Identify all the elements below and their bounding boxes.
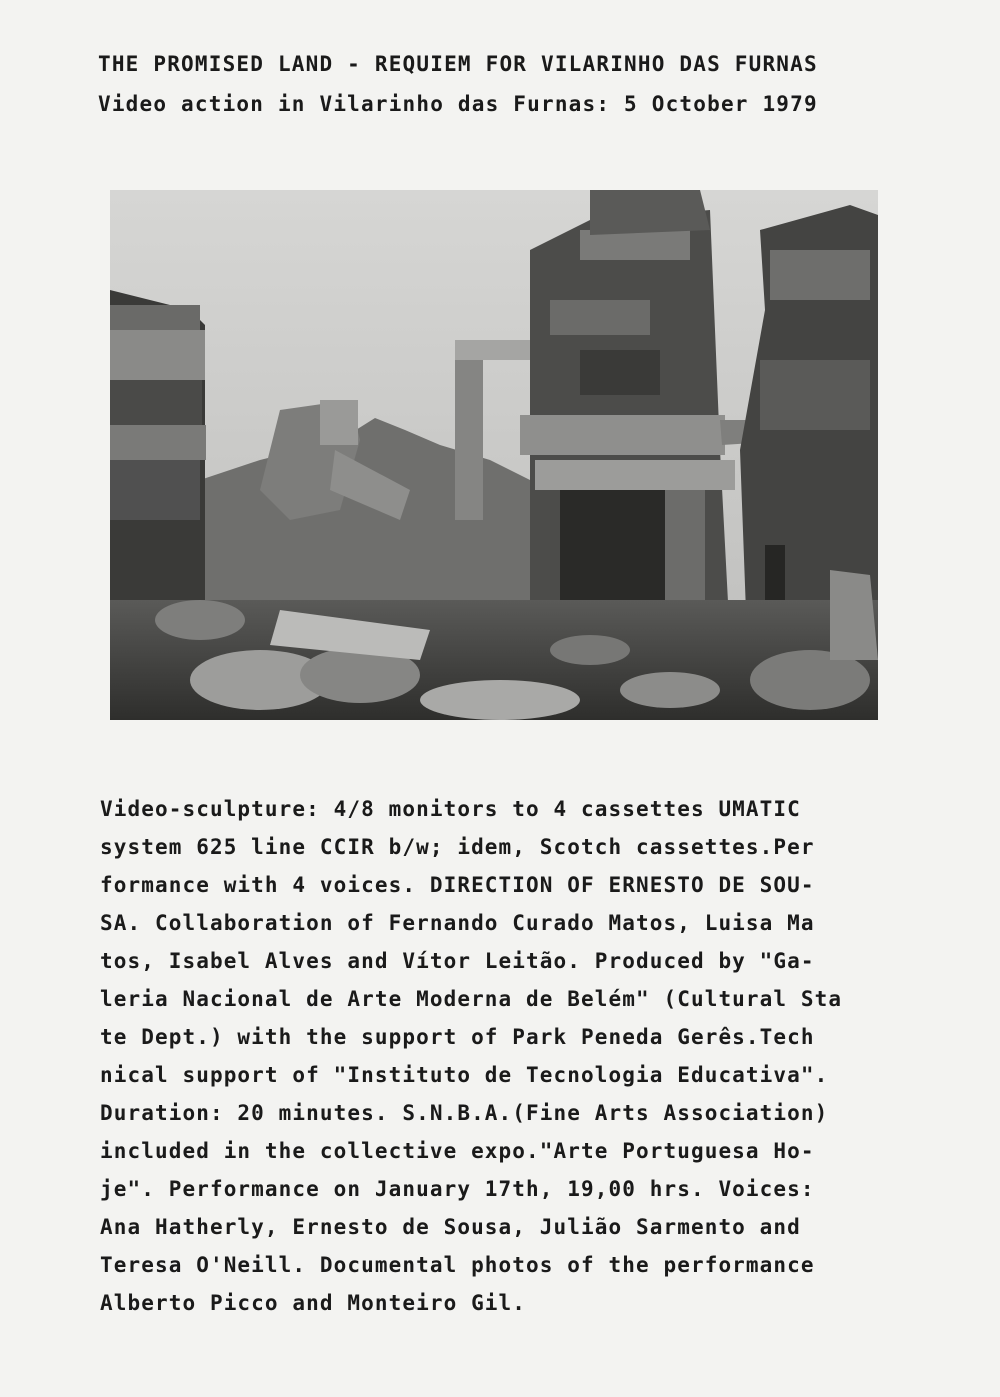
text-line: SA. Collaboration of Fernando Curado Matos, Luisa Ma — [100, 911, 815, 935]
text-line: Duration: 20 minutes. S.N.B.A.(Fine Arts Association) — [100, 1101, 829, 1125]
text-line: included in the collective expo."Arte Portuguesa Ho- — [100, 1139, 815, 1163]
text-line: Ana Hatherly, Ernesto de Sousa, Julião Sarmento and — [100, 1215, 801, 1239]
text-line: tos, Isabel Alves and Vítor Leitão. Produced by "Ga- — [100, 949, 815, 973]
text-line: je". Performance on January 17th, 19,00 hrs. Voices: — [100, 1177, 815, 1201]
ruins-photograph-drawing — [110, 190, 878, 720]
text-line: Video-sculpture: 4/8 monitors to 4 cassettes UMATIC — [100, 797, 801, 821]
text-line: Alberto Picco and Monteiro Gil. — [100, 1291, 527, 1315]
text-line: nical support of "Instituto de Tecnologia Educativa". — [100, 1063, 829, 1087]
text-line: leria Nacional de Arte Moderna de Belém" (Cultural Sta — [100, 987, 843, 1011]
text-line: te Dept.) with the support of Park Peneda Gerês.Tech — [100, 1025, 815, 1049]
document-title: THE PROMISED LAND - REQUIEM FOR VILARINHO DAS FURNAS — [98, 52, 818, 76]
document-subtitle: Video action in Vilarinho das Furnas: 5 October 1979 — [98, 92, 818, 116]
ruins-photograph — [110, 190, 878, 720]
text-line: Teresa O'Neill. Documental photos of the performance — [100, 1253, 815, 1277]
text-line: formance with 4 voices. DIRECTION OF ERNESTO DE SOU- — [100, 873, 815, 897]
document-header — [98, 44, 918, 124]
description-text — [100, 790, 920, 1322]
text-line: system 625 line CCIR b/w; idem, Scotch cassettes.Per — [100, 835, 815, 859]
